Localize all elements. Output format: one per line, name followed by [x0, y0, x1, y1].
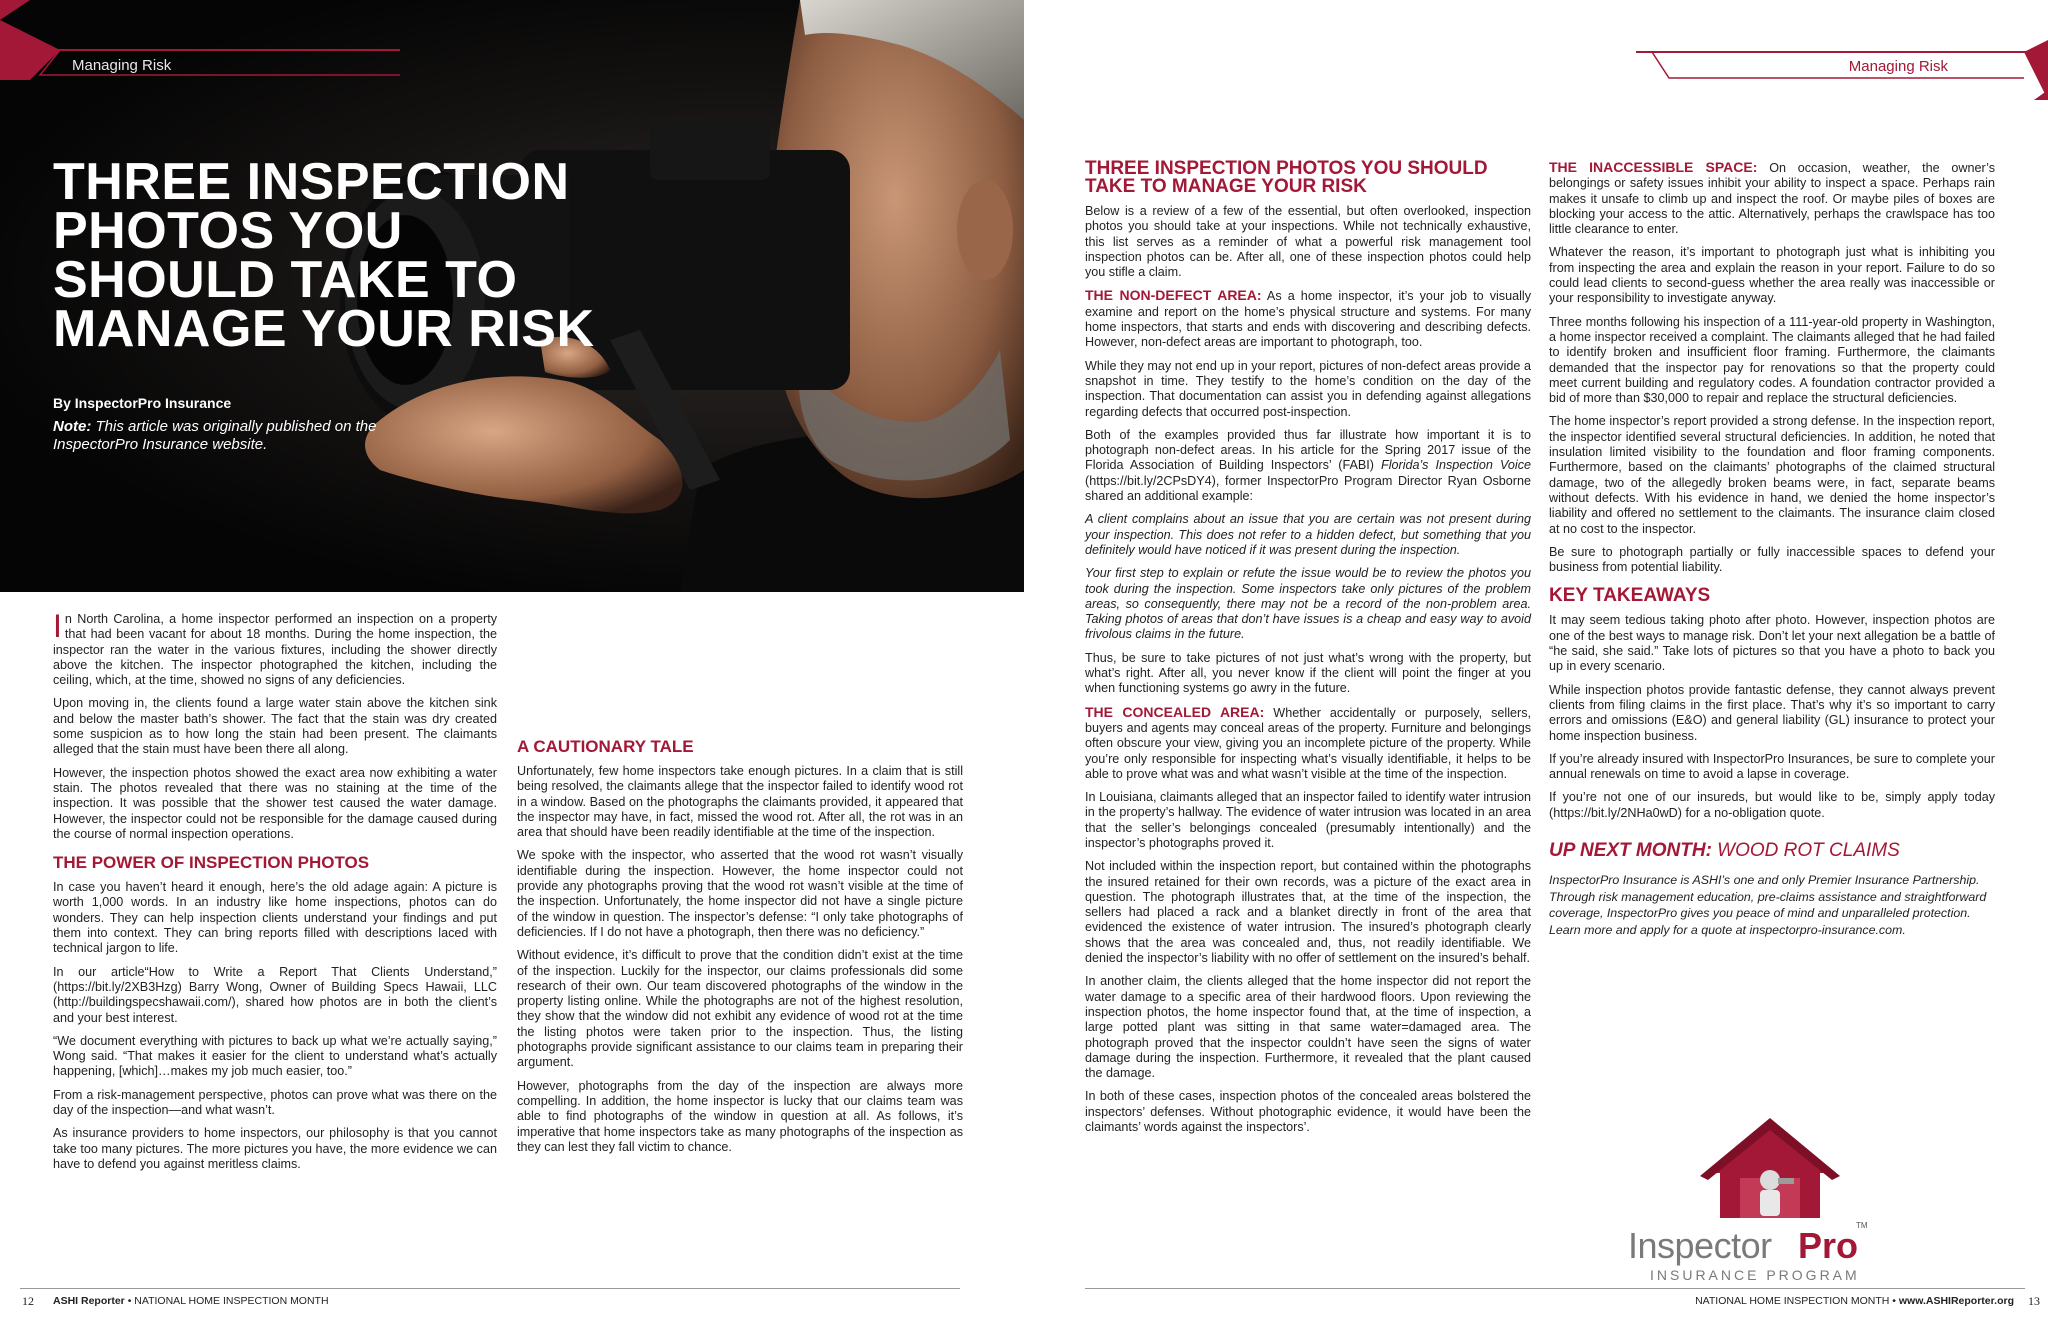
section-heading: KEY TAKEAWAYS	[1549, 585, 1711, 607]
paragraph: As insurance providers to home inspectors, our philosophy is that you cannot take too many pictures. The more pictures you have, the more evidence we can have to defend you against meritless claims.	[53, 1126, 497, 1171]
paragraph: In case you haven’t heard it enough, here’s the old adage again: A picture is worth 1,000 words. In an industry like home inspections, photos can do wonders. They can help inspection clients understand your findings and put them into context. They can bring reports filled with descriptions laced with technical jargon to life.	[53, 880, 497, 956]
paragraph: While they may not end up in your report, pictures of non-defect areas provide a snapshot in time. They testify to the home’s condition on the day of the inspection. That documentation can assist you in defending against allegations regarding defects that occurred post-inspection.	[1085, 358, 1531, 419]
section-heading: A CAUTIONARY TALE	[517, 737, 694, 756]
paragraph: In Louisiana, claimants alleged that an inspector failed to identify water intrusion in the property’s hallway. The evidence of water intrusion was located in an area that the seller’s belongings concealed (presumably intentionally) and the inspector’s photographs proved it.	[1085, 790, 1531, 850]
logo-word-pro: Pro	[1798, 1225, 1859, 1266]
footer-rule	[20, 1288, 960, 1289]
paragraph: Unfortunately, few home inspectors take enough pictures. In a claim that is still being resolved, the claimants allege that the inspector failed to identify wood rot in a window. Based on the photographs the claimants provided, it appeared that the inspector may have, in fact, missed the wood rot. After all, the rot was in an area that should have been readily identifiable at the time of the inspection.	[517, 764, 963, 840]
paragraph: It may seem tedious taking photo after photo. However, inspection photos are one of the best ways to manage risk. Don’t let your next allegation be a battle of “he said, she said.” Take lots of pictures so that you have a photo to back you up in every scenario.	[1549, 613, 1995, 674]
paragraph: In both of these cases, inspection photos of the concealed areas bolstered the inspectors’ defenses. Without photographic evidence, it would have been the claimants’ words against the inspectors’.	[1085, 1089, 1531, 1135]
page-number: 13	[2028, 1294, 2040, 1308]
subsection-lead: THE NON-DEFECT AREA:	[1085, 287, 1262, 304]
paragraph: From a risk-management perspective, photos can prove what was there on the day of the inspection—and what wasn’t.	[53, 1087, 497, 1118]
sponsor-blurb: InspectorPro Insurance is ASHI’s one and only Premier Insurance Partnership. Through risk management education, pre-claims assistance and straightforward coverage, InspectorPro gives you peace of mind and unparalleled protection. Learn more and apply for a quote at inspectorpro-insurance.com.	[1549, 873, 1987, 937]
paragraph: Be sure to photograph partially or fully inaccessible spaces to defend your business from potential liability.	[1549, 544, 1995, 575]
up-next-heading: UP NEXT MONTH: WOOD ROT CLAIMS	[1549, 839, 1900, 861]
footer: ASHI Reporter • NATIONAL HOME INSPECTION MONTH	[53, 1295, 329, 1307]
paragraph: Not included within the inspection report, but contained within the photographs the insured retained for their own records, was a picture of the exact area in question. The photograph illustrates that, at the time of the inspection, the sellers had placed a rack and a blanket directly in front of the area that evidenced the existence of water intrusion. The insured’s photograph clearly shows that the area was concealed and, thus, not readily identifiable. We denied the inspector’s liability with no offer of settlement on the insured’s behalf.	[1085, 859, 1531, 966]
section-tab-shape	[1024, 0, 2048, 100]
byline: By InspectorPro Insurance	[53, 395, 232, 411]
paragraph: Upon moving in, the clients found a large water stain above the kitchen sink and below the master bath’s shower. The fact that the stain was dry created some suspicion as to how long the stain had been present. The claimants alleged that the stain must have been there all along.	[53, 696, 497, 757]
subsection-lead: THE INACCESSIBLE SPACE:	[1549, 159, 1758, 175]
footer: NATIONAL HOME INSPECTION MONTH • www.ASHIReporter.org	[1695, 1295, 2014, 1307]
intro-paragraph: In North Carolina, a home inspector performed an inspection on a property that had been vacant for about 18 months. During the home inspection, the inspector ran the water in the various fixtures, including the shower directly above the kitchen. The inspector photographed the kitchen, including the ceiling, which, at the time, showed no signs of any deficiencies.	[53, 608, 497, 688]
column-1	[53, 608, 497, 1180]
paragraph: In another claim, the clients alleged that the home inspector did not report the water damage to a specific area of their hardwood floors. Upon reviewing the inspection photos, the home inspector found that, at the time of inspection, a large potted plant was sitting in that same water=damaged area. The photograph proved that the inspector couldn’t have seen the signs of water damage during the inspection. Furthermore, it revealed that the plant caused the damage.	[1085, 974, 1531, 1081]
paragraph: Both of the examples provided thus far illustrate how important it is to photograph non-defect areas. In his article for the Spring 2017 issue of the Florida Association of Building Inspectors’ (FABI) Florida’s Inspection Voice (https://bit.ly/2CPsDY4), former InspectorPro Program Director Ryan Osborne shared an additional example:	[1085, 427, 1531, 504]
logo-subtitle: INSURANCE PROGRAM	[1650, 1267, 1860, 1283]
subsection-lead: THE CONCEALED AREA:	[1085, 703, 1265, 720]
paragraph: “We document everything with pictures to back up what we’re actually saying,” Wong said. “That makes it easier for the client to understand what’s actually happening, [which]…makes my job much easier, too.”	[53, 1033, 497, 1079]
column-2	[517, 738, 963, 1163]
paragraph: Whatever the reason, it’s important to photograph just what is inhibiting you from inspecting the area and explain the reason in your report. Failure to do so could lead clients to second-guess whether the area really was inaccessible or your responsibility to investigate anyway.	[1549, 245, 1995, 306]
section-tab-shape	[0, 0, 420, 80]
section-tag: Managing Risk	[72, 57, 172, 74]
footer-rule	[1085, 1288, 2025, 1289]
logo-tm: TM	[1856, 1221, 1868, 1230]
page-number: 12	[22, 1294, 34, 1308]
paragraph: If you’re not one of our insureds, but would like to be, simply apply today (https://bit.ly/2NHa0wD) for a no-obligation quote.	[1549, 790, 1995, 820]
paragraph: We spoke with the inspector, who asserted that the wood rot wasn’t visually identifiable during the inspection. However, the home inspector could not provide any photographs proving that the wood rot wasn’t visible at the time of the inspection. Unfortunately, the home inspector did not have a single picture of the window in question. The inspector’s defense: “I only take photographs of deficiencies. If I do not have a photograph, then there was no deficiency.”	[517, 848, 963, 939]
note	[53, 418, 393, 454]
paragraph: Three months following his inspection of a 111-year-old property in Washington, a home inspector received a complaint. The claimants alleged that he had failed to identify broken and insufficient floor framing. Furthermore, the claimants demanded that the inspector pay for renovations so that the property could meet current building and regulatory codes. A foundation contractor provided a bid of more than $30,000 to repair and replace the structural deficiencies.	[1549, 314, 1995, 406]
hero-photo	[0, 0, 1024, 592]
column-4	[1549, 160, 1995, 946]
section-heading: THE POWER OF INSPECTION PHOTOS	[53, 853, 370, 873]
section-heading: THREE INSPECTION PHOTOS YOU SHOULD TAKE TO MANAGE YOUR RISK	[1085, 158, 1488, 197]
column-3	[1085, 160, 1531, 1143]
note-text: This article was originally published on the InspectorPro Insurance website.	[53, 418, 377, 453]
section-tag: Managing Risk	[1848, 58, 1948, 75]
paragraph: While inspection photos provide fantastic defense, they cannot always prevent clients from filing claims in the first place. That’s why it’s so important to carry errors and omissions (E&O) and general liability (GL) insurance to protect your home inspection business.	[1549, 682, 1995, 743]
paragraph: Without evidence, it’s difficult to prove that the condition didn’t exist at the time of the inspection. Luckily for the inspector, our claims professionals did some research of their own. Our team discovered photographs of the window in the property listing online. While the photographs are not of the highest resolution, they show that the window did not exhibit any evidence of wood rot at the time the listing photos were taken prior to the inspection. Thus, the listing photographs provide significant assistance to our claims team in preparing their argument.	[517, 948, 963, 1070]
paragraph: Below is a review of a few of the essential, but often overlooked, inspection photos you should take at your inspections. While not technically exhaustive, this list serves as a reminder of what a powerful risk management tool inspection photos can be. After all, one of these inspection photos could help you stifle a claim.	[1085, 204, 1531, 280]
paragraph: However, the inspection photos showed the exact area now exhibiting a water stain. The photos revealed that there was no staining at the time of the inspection. It was possible that the shower test caused the water damage. However, the inspector could not be responsible for the damage caused during the course of normal inspection operations.	[53, 765, 497, 841]
paragraph: The home inspector’s report provided a strong defense. In the inspection report, the inspector identified several structural deficiencies. In addition, he noted that insulation limited visibility to the foundation and floor framing components. Furthermore, based on the claimants’ photographs of the claimed structural damage, two of the allegedly broken beams were, in fact, separate beams without defects. With his evidence in hand, we denied the home inspector’s liability and offered no settlement to the claimants. The insurance claim closed at no cost to the inspector.	[1549, 414, 1995, 536]
drop-cap: I	[53, 608, 62, 644]
paragraph: THE CONCEALED AREA: Whether accidentally or purposely, sellers, buyers and agents may conceal areas of the property. Furniture and belongings often obscure your view, giving you an incomplete picture of the property. While you’re only responsible for inspecting what’s visually identifiable, it helps to be able to prove what was and what wasn’t visible at the time of the inspection.	[1085, 703, 1532, 781]
note-label: Note:	[53, 418, 92, 435]
logo-word-inspector: Inspector	[1628, 1225, 1772, 1266]
paragraph: Thus, be sure to take pictures of not just what’s wrong with the property, but what’s right. After all, you never know if the client will point the finger at you when functioning systems go awry in the future.	[1085, 650, 1531, 696]
paragraph: If you’re already insured with InspectorPro Insurances, be sure to complete your annual renewals on time to avoid a lapse in coverage.	[1549, 751, 1995, 782]
right-page	[1024, 0, 2048, 1327]
quote: A client complains about an issue that you are certain was not present during your inspection. This does not refer to a hidden defect, but something that you definitely would have noticed if it was present during the inspection.	[1085, 512, 1531, 557]
inspectorpro-logo	[1620, 1118, 1920, 1288]
quote: Your first step to explain or refute the issue would be to review the photos you took during the inspection. Some inspectors take only pictures of the problem areas, so consequently, there may not be a record of the non-problem area. Taking photos of areas that don’t have issues is a cheap and easy way to avoid frivolous claims in the future.	[1085, 566, 1531, 642]
paragraph: THE NON-DEFECT AREA: As a home inspector, it’s your job to visually examine and report on the home’s physical structure and systems. For many home inspectors, that starts and ends with discovering and describing defects. However, non-defect areas are important to photograph, too.	[1085, 287, 1531, 350]
paragraph: However, photographs from the day of the inspection are always more compelling. In addition, the home inspector is lucky that our claims team was able to find photographs of the window in question at all. As follows, it’s imperative that home inspectors take as many photographs of the inspection as they can lest they fall victim to chance.	[517, 1078, 963, 1154]
paragraph: THE INACCESSIBLE SPACE: On occasion, weather, the owner’s belongings or safety issues inhibit your ability to inspect a space. Perhaps rain makes it unsafe to climb up and inspect the roof. Or maybe piles of boxes are blocking your access to the attic. Alternatively, perhaps the crawlspace has too little clearance to enter.	[1549, 159, 1996, 237]
article-headline: THREE INSPECTION PHOTOS YOU SHOULD TAKE TO MANAGE YOUR RISK	[53, 153, 595, 358]
paragraph: In our article“How to Write a Report That Clients Understand,” (https://bit.ly/2XB3Hzg) Barry Wong, Owner of Building Specs Hawaii, LLC (http://buildingspecshawaii.com/), shared how photos are in both the client’s and your best interest.	[53, 964, 497, 1025]
